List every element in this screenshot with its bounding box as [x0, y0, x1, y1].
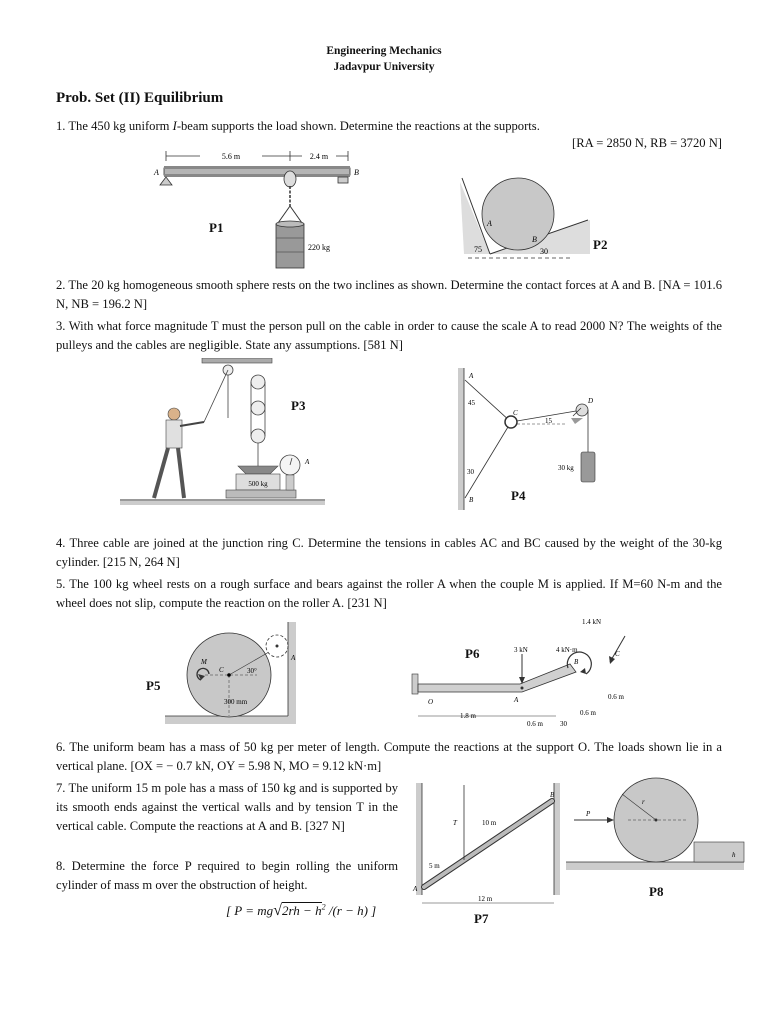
- p5-point-c: C: [219, 666, 224, 674]
- p1-point-a: A: [154, 168, 159, 177]
- problem-6-text: 6. The uniform beam has a mass of 50 kg per meter of length. Compute the reactions at the support O. The loads shown lie in a vertical plane. [OX = − 0.7 kN, OY = 5.98 N, MO = 9.12 kN·m]: [56, 740, 722, 773]
- p2-point-a: A: [487, 219, 492, 228]
- p2-angle-1: 75: [474, 245, 482, 254]
- figure-p7: [410, 783, 560, 908]
- p7-dim-1: 10 m: [482, 819, 497, 827]
- p4-point-a: A: [469, 372, 474, 380]
- p1-point-b: B: [354, 168, 359, 177]
- figure-p8: [566, 776, 746, 872]
- p8-radius: r: [642, 798, 645, 806]
- p6-load-1: 3 kN: [514, 646, 528, 654]
- p2-point-b: B: [532, 235, 537, 244]
- problem-3-text: 3. With what force magnitude T must the person pull on the cable in order to cause the scale A to read 2000 N? The weights of the pulleys and the cables are negligible. State any assumptions. [581 N]: [56, 319, 722, 352]
- p4-point-b: B: [469, 496, 474, 504]
- p4-angle-2: 30: [467, 468, 474, 476]
- problem-set-title: Prob. Set (II) Equilibrium: [56, 90, 224, 106]
- p7-point-a: A: [413, 885, 418, 893]
- p5-radius: 300 mm: [224, 698, 248, 706]
- p1-dim-2: 2.4 m: [309, 152, 329, 161]
- p6-dim-1: 1.8 m: [460, 712, 476, 720]
- figure-p6-label: P6: [465, 646, 480, 661]
- p1-mass: 220 kg: [308, 243, 330, 252]
- problem-2-text: 2. The 20 kg homogeneous smooth sphere rests on the two inclines as shown. Determine the contact forces at A and B. [NA = 101.6 N, NB = 196.2 N]: [56, 278, 722, 311]
- p1-dim-1: 5.6 m: [221, 152, 241, 161]
- figure-p7-label: P7: [474, 911, 489, 926]
- p5-moment-m: M: [201, 658, 207, 666]
- p6-angle: 30: [560, 720, 567, 728]
- figure-p2-label: P2: [593, 237, 608, 252]
- p8-force-p: P: [586, 810, 591, 818]
- figure-p2: [450, 172, 600, 262]
- p5-point-a: A: [291, 654, 296, 662]
- university-name: Jadavpur University: [333, 61, 435, 73]
- figure-p3-label: P3: [291, 398, 306, 413]
- figure-p5-label: P5: [146, 678, 161, 693]
- p6-point-c: C: [615, 650, 620, 658]
- p6-dim-3: 0.6 m: [580, 709, 596, 717]
- problem-1-text: 1. The 450 kg uniform I-beam supports the load shown. Determine the reactions at the supports.: [56, 119, 540, 133]
- p7-point-b: B: [550, 791, 555, 799]
- p8-height: h: [732, 851, 736, 859]
- p6-point-a: A: [514, 696, 519, 704]
- p6-point-o: O: [428, 698, 434, 706]
- p7-dim-2: 5 m: [429, 862, 440, 870]
- figure-p6: [410, 612, 640, 732]
- p4-angle-1: 45: [468, 399, 475, 407]
- p3-point-a: A: [305, 458, 310, 466]
- figure-p1-label: P1: [209, 220, 224, 235]
- p2-angle-2: 30: [540, 247, 548, 256]
- p3-mass: 500 kg: [248, 480, 268, 488]
- p6-load-3: 1.4 kN: [582, 618, 602, 626]
- figure-p4-label: P4: [511, 488, 526, 503]
- p7-dim-3: 12 m: [478, 895, 493, 903]
- figure-p4: [455, 368, 615, 511]
- course-title: Engineering Mechanics: [326, 45, 442, 57]
- p6-dim-4: 0.6 m: [608, 693, 624, 701]
- problem-7-text: 7. The uniform 15 m pole has a mass of 150 kg and is supported by its smooth ends against the vertical walls and by tension T in the vertical cable. Compute the reactions at A and B. [327 N]: [56, 781, 398, 833]
- problem-5-text: 5. The 100 kg wheel rests on a rough surface and bears against the roller A when the couple M is applied. If M=60 N-m and the wheel does not slip, compute the reaction on the roller A. [231 N]: [56, 577, 722, 610]
- p4-point-c: C: [513, 409, 518, 417]
- p6-load-2: 4 kN·m: [556, 646, 578, 654]
- p4-mass: 30 kg: [558, 464, 574, 472]
- figure-p3: [120, 358, 325, 506]
- p4-angle-3: 15: [545, 417, 552, 425]
- figure-p5: [165, 622, 300, 727]
- problem-1-answer: [RA = 2850 N, RB = 3720 N]: [572, 136, 722, 150]
- p5-angle: 30°: [247, 667, 257, 675]
- p6-dim-2: 0.6 m: [527, 720, 543, 728]
- problem-4-text: 4. Three cable are joined at the junction ring C. Determine the tensions in cables AC and BC caused by the weight of the 30-kg cylinder. [215 N, 264 N]: [56, 536, 722, 569]
- problem-8-text: 8. Determine the force P required to begin rolling the uniform cylinder of mass m over the obstruction of height.: [56, 859, 398, 892]
- problem-8-answer: [ $P = mg√2rh - h^2$ /(r − h) ]: [226, 902, 377, 919]
- p4-point-d: D: [588, 397, 594, 405]
- figure-p1: [150, 148, 370, 273]
- p7-tension: T: [453, 819, 457, 827]
- p6-point-b: B: [574, 658, 579, 666]
- figure-p8-label: P8: [649, 884, 664, 899]
